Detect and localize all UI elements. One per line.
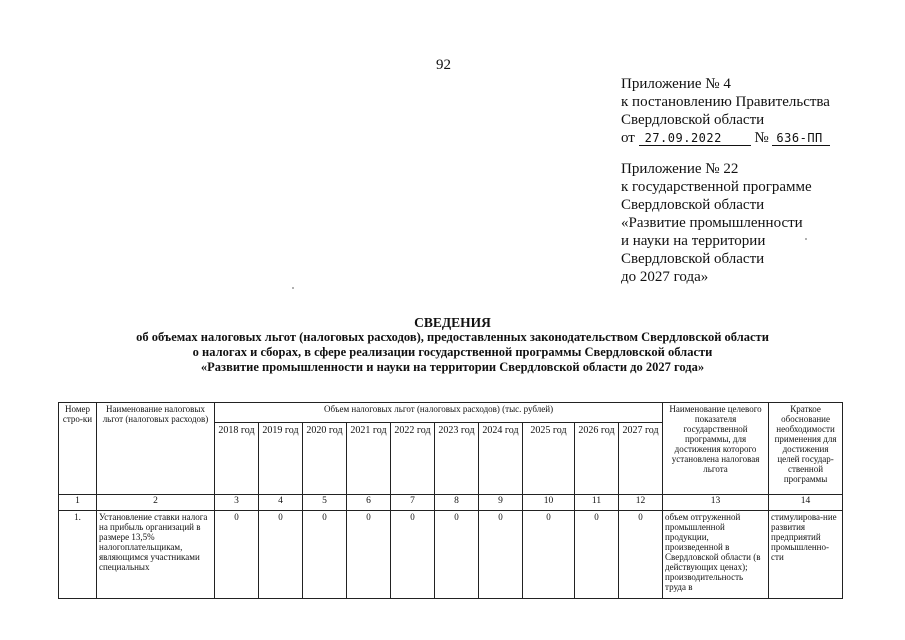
header-rationale: Краткое обоснование необходимости применения для достижения целей государ-ственной программы (769, 403, 843, 495)
column-number: 6 (347, 495, 391, 511)
column-number: 8 (435, 495, 479, 511)
column-number: 7 (391, 495, 435, 511)
benefit-name: Установление ставки налога на прибыль организаций в размере 13,5% налогоплательщикам, являющимся участниками специальных (97, 511, 215, 599)
appendix-4-block (621, 75, 830, 147)
column-number: 11 (575, 495, 619, 511)
volume-value: 0 (435, 511, 479, 599)
appendix-22-line: Приложение № 22 (621, 161, 739, 177)
column-number: 12 (619, 495, 663, 511)
header-benefit-name: Наименование налоговых льгот (налоговых расходов) (97, 403, 215, 495)
header-year: 2027 год (619, 423, 663, 495)
column-number: 1 (59, 495, 97, 511)
volume-value: 0 (347, 511, 391, 599)
header-volume: Объем налоговых льгот (налоговых расходов) (тыс. рублей) (215, 403, 663, 423)
header-year: 2019 год (259, 423, 303, 495)
heading-title: СВЕДЕНИЯ (414, 315, 491, 330)
decree-number: 636-ПП (772, 131, 830, 146)
decree-date: 27.09.2022 (639, 131, 751, 146)
volume-value: 0 (575, 511, 619, 599)
header-year: 2018 год (215, 423, 259, 495)
header-row-number: Номер стро-ки (59, 403, 97, 495)
column-number: 5 (303, 495, 347, 511)
volume-value: 0 (619, 511, 663, 599)
header-year: 2022 год (391, 423, 435, 495)
column-number: 4 (259, 495, 303, 511)
scan-speck (292, 287, 294, 289)
header-year: 2023 год (435, 423, 479, 495)
column-number: 2 (97, 495, 215, 511)
header-year: 2024 год (479, 423, 523, 495)
appendix-22-line: до 2027 года» (621, 269, 709, 285)
appendix-22-line: и науки на территории (621, 233, 766, 249)
table-row (59, 511, 843, 599)
heading-line: об объемах налоговых льгот (налоговых расходов), предоставленных законодательством Свердловской области (136, 330, 769, 344)
number-prefix: № (754, 130, 769, 146)
date-prefix: от (621, 130, 635, 146)
header-year: 2020 год (303, 423, 347, 495)
volume-value: 0 (391, 511, 435, 599)
column-number: 10 (523, 495, 575, 511)
document-heading (80, 315, 825, 375)
volume-value: 0 (523, 511, 575, 599)
rationale: стимулирова-ние развития предприятий промышленно-сти (769, 511, 843, 599)
appendix-22-line: к государственной программе (621, 179, 812, 195)
heading-line: о налогах и сборах, в сфере реализации государственной программы Свердловской области (192, 345, 713, 359)
appendix-22-line: Свердловской области (621, 251, 765, 267)
volume-value: 0 (259, 511, 303, 599)
volume-value: 0 (303, 511, 347, 599)
appendix-4-title: Приложение № 4 (621, 76, 731, 92)
appendix-22-line: «Развитие промышленности (621, 215, 803, 231)
column-number: 3 (215, 495, 259, 511)
appendix-22-line: Свердловской области (621, 197, 765, 213)
appendix-22-block (621, 160, 812, 286)
scan-speck (805, 238, 807, 240)
volume-value: 0 (215, 511, 259, 599)
table-header-row (59, 403, 843, 423)
header-target-indicator: Наименование целевого показателя государственной программы, для достижения которого установлена налоговая льгота (663, 403, 769, 495)
appendix-4-date-line (621, 129, 830, 147)
column-number: 13 (663, 495, 769, 511)
row-number: 1. (59, 511, 97, 599)
header-year: 2025 год (523, 423, 575, 495)
column-number: 9 (479, 495, 523, 511)
target-indicator: объем отгруженной промышленной продукции, произведенной в Свердловской области (в действующих ценах); производительность труда в (663, 511, 769, 599)
header-year: 2026 год (575, 423, 619, 495)
page-number: 92 (436, 57, 451, 73)
appendix-4-line-3: Свердловской области (621, 112, 765, 128)
tax-benefits-table (58, 402, 843, 599)
column-number: 14 (769, 495, 843, 511)
heading-line: «Развитие промышленности и науки на территории Свердловской области до 2027 года» (200, 360, 705, 374)
appendix-4-line-2: к постановлению Правительства (621, 94, 830, 110)
volume-value: 0 (479, 511, 523, 599)
column-numbers-row (59, 495, 843, 511)
header-year: 2021 год (347, 423, 391, 495)
